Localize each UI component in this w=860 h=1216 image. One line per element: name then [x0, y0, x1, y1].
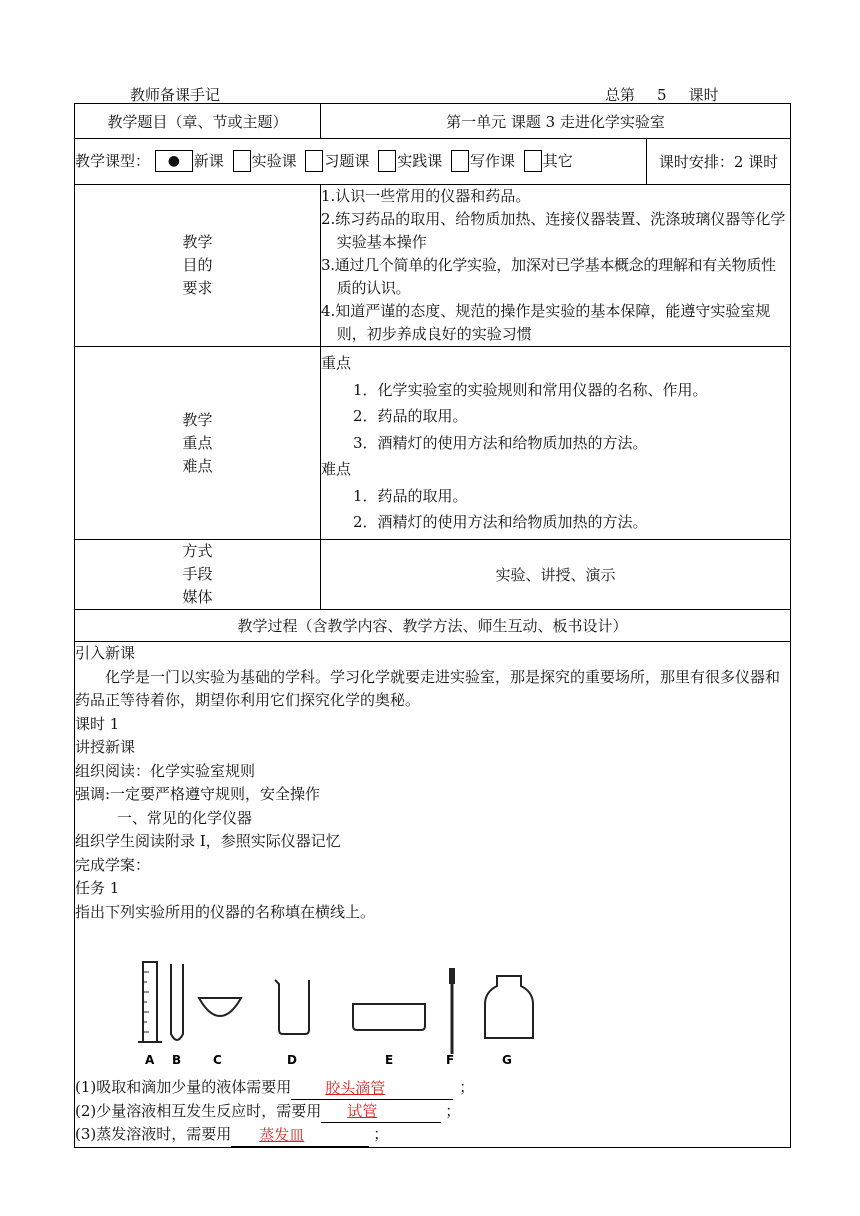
objectives-label: 教学 目的 要求	[75, 185, 321, 347]
option-writing-lesson: 写作课	[469, 152, 515, 170]
objectives-list	[321, 185, 791, 347]
section-heading: 一、常见的化学仪器	[117, 808, 253, 827]
checkbox-lab-lesson[interactable]	[233, 150, 251, 172]
question-3: (3)蒸发溶液时，需要用 蒸发皿 ；	[75, 1123, 790, 1147]
key-points-label: 教学 重点 难点	[75, 347, 321, 540]
answer-blank-3[interactable]	[231, 1125, 369, 1147]
reading-line: 组织阅读：化学实验室规则	[75, 761, 256, 780]
key-title: 重点	[321, 354, 352, 373]
answer-blank-2[interactable]	[321, 1104, 441, 1123]
header-number: 5	[657, 86, 667, 104]
option-exercise-lesson: 习题课	[324, 152, 370, 170]
apparatus-label: C	[213, 1053, 222, 1064]
checkbox-exercise-lesson[interactable]	[305, 150, 323, 172]
emphasis-line: 强调:一定要严格遵守规则，安全操作	[75, 785, 321, 803]
apparatus-label: G	[502, 1053, 512, 1064]
schedule-cell: 课时安排：2 课时	[647, 139, 791, 185]
key-points-row	[75, 347, 791, 540]
option-new-lesson: 新课	[193, 152, 224, 170]
new-lesson-label: 讲授新课	[75, 738, 136, 756]
bottle-icon	[485, 976, 533, 1038]
appendix-line: 组织学生阅读附录 I，参照实际仪器记忆	[75, 832, 341, 850]
instruction-line: 指出下列实验所用的仪器的名称填在横线上。	[75, 902, 376, 921]
header-title: 教师备课手记	[130, 86, 221, 104]
header-prefix: 总第	[605, 86, 636, 104]
topic-value: 第一单元 课题 3 走进化学实验室	[321, 104, 791, 139]
methods-label: 方式 手段 媒体	[75, 540, 321, 610]
lesson-type-label: 教学课型：	[75, 152, 151, 170]
process-title: 教学过程（含教学内容、教学方法、师生互动、板书设计）	[75, 610, 791, 642]
difficult-title: 难点	[321, 460, 352, 479]
apparatus-label: F	[446, 1053, 455, 1064]
key-item: 2．药品的取用。	[353, 407, 468, 426]
checkbox-practice-lesson[interactable]	[378, 150, 396, 172]
apparatus-label: D	[287, 1053, 297, 1064]
process-title-row	[75, 610, 791, 642]
objective-item: 3.通过几个简单的化学实验，加深对已学基本概念的理解和有关物质性质的认识。	[321, 256, 776, 297]
answer-1: 胶头滴管	[325, 1078, 386, 1097]
key-points-content	[321, 347, 791, 540]
apparatus-label: A	[145, 1053, 155, 1064]
intro-title: 引入新课	[75, 644, 136, 662]
test-tube-icon	[171, 964, 183, 1040]
objectives-row	[75, 185, 791, 347]
topic-row	[75, 104, 791, 139]
apparatus-label: E	[385, 1053, 394, 1064]
question-2: (2)少量溶液相互发生反应时，需要用 试管 ；	[75, 1100, 790, 1124]
answer-2: 试管	[347, 1102, 378, 1120]
period-label: 课时 1	[75, 714, 120, 733]
dropper-icon	[449, 968, 455, 1054]
checkbox-other-lesson[interactable]	[524, 150, 542, 172]
option-practice-lesson: 实践课	[397, 152, 443, 170]
process-body-row	[75, 642, 791, 1148]
beaker-icon	[275, 980, 309, 1034]
evaporating-dish-icon	[199, 998, 241, 1016]
intro-text: 化学是一门以实验为基础的学科。学习化学就要走进实验室，那是探究的重要场所，那里有很多仪器和药品正等待着你，期望你利用它们探究化学的奥秘。	[75, 667, 781, 709]
process-body	[75, 642, 791, 1148]
key-item: 3．酒精灯的使用方法和给物质加热的方法。	[353, 433, 648, 452]
header-suffix: 课时	[688, 86, 719, 104]
graduated-cylinder-icon	[138, 962, 162, 1042]
checkbox-writing-lesson[interactable]	[451, 150, 469, 172]
lesson-type-cell	[75, 139, 647, 185]
question-1: (1)吸取和滴加少量的液体需要用 胶头滴管 ；	[75, 1076, 790, 1100]
answer-3: 蒸发皿	[259, 1125, 305, 1144]
key-item: 1．化学实验室的实验规则和常用仪器的名称、作用。	[353, 380, 708, 399]
task-label: 任务 1	[75, 879, 120, 897]
topic-label: 教学题目（章、节或主题）	[75, 104, 321, 139]
methods-row	[75, 540, 791, 610]
lesson-plan-table	[74, 103, 791, 1148]
option-lab-lesson: 实验课	[251, 152, 297, 170]
complete-line: 完成学案：	[75, 855, 151, 874]
difficult-item: 1．药品的取用。	[353, 486, 468, 505]
answer-blank-1[interactable]	[291, 1078, 453, 1100]
checkbox-new-lesson[interactable]: ●	[155, 150, 193, 172]
difficult-item: 2．酒精灯的使用方法和给物质加热的方法。	[353, 513, 648, 532]
header-period-count	[605, 84, 719, 105]
option-other-lesson: 其它	[542, 152, 573, 170]
apparatus-figure	[135, 954, 555, 1064]
objective-item: 4.知道严谨的态度、规范的操作是实验的基本保障，能遵守实验室规则，初步养成良好的实验习惯	[321, 302, 771, 343]
trough-icon	[353, 1004, 425, 1030]
apparatus-label: B	[172, 1053, 182, 1064]
methods-value: 实验、讲授、演示	[321, 540, 791, 610]
lesson-type-row	[75, 139, 791, 185]
objective-item: 1.认识一些常用的仪器和药品。	[321, 187, 531, 205]
objective-item: 2.练习药品的取用、给物质加热、连接仪器装置、洗涤玻璃仪器等化学实验基本操作	[321, 210, 786, 251]
